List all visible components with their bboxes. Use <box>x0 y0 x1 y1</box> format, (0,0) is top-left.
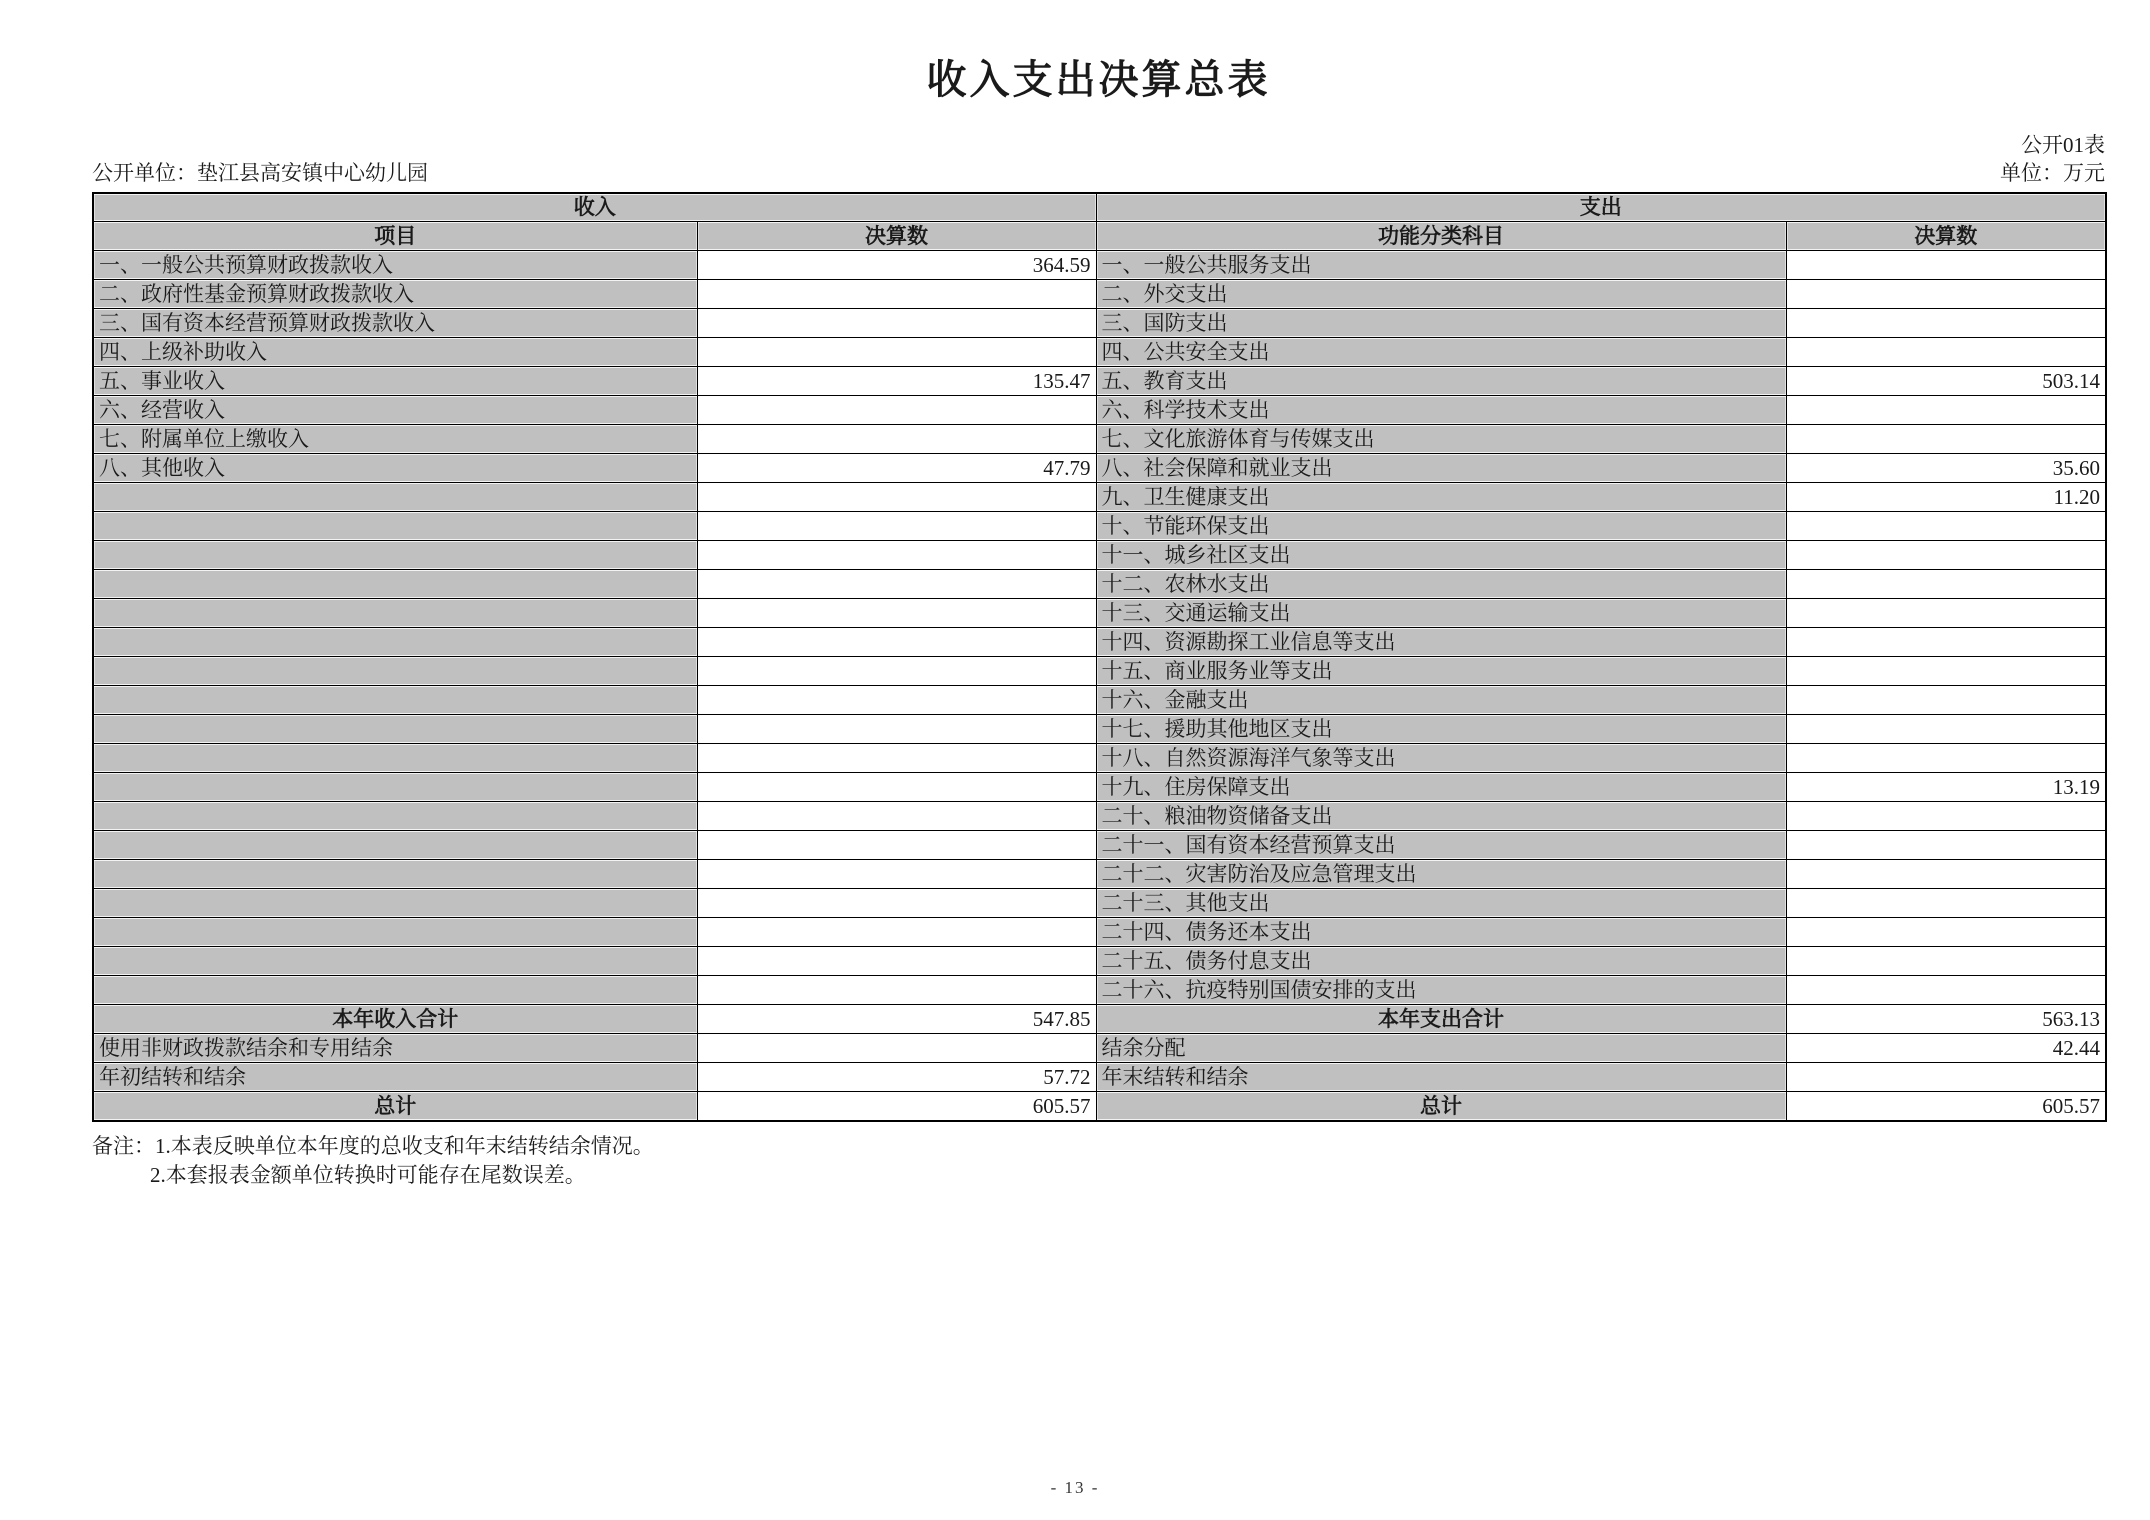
expense-value-cell <box>1786 251 2106 280</box>
expense-value-cell <box>1786 570 2106 599</box>
expense-item-cell: 八、社会保障和就业支出 <box>1096 454 1786 483</box>
expense-item-cell: 二十、粮油物资储备支出 <box>1096 802 1786 831</box>
income-item-cell <box>93 976 697 1005</box>
income-item-cell: 使用非财政拨款结余和专用结余 <box>93 1034 697 1063</box>
expense-item-cell: 十七、援助其他地区支出 <box>1096 715 1786 744</box>
expense-item-cell: 六、科学技术支出 <box>1096 396 1786 425</box>
income-item-cell: 五、事业收入 <box>93 367 697 396</box>
income-value-cell <box>697 570 1096 599</box>
note-line-2: 2.本套报表金额单位转换时可能存在尾数误差。 <box>150 1162 586 1187</box>
expense-item-cell: 四、公共安全支出 <box>1096 338 1786 367</box>
income-value-cell <box>697 628 1096 657</box>
income-item-cell <box>93 541 697 570</box>
table-row <box>93 1063 2106 1092</box>
income-value-cell <box>697 715 1096 744</box>
table-row <box>93 628 2106 657</box>
table-row <box>93 744 2106 773</box>
table-row <box>93 251 2106 280</box>
expense-item-cell: 十四、资源勘探工业信息等支出 <box>1096 628 1786 657</box>
income-value-cell <box>697 541 1096 570</box>
table-row <box>93 918 2106 947</box>
table-row <box>93 947 2106 976</box>
table-row <box>93 425 2106 454</box>
table-row <box>93 976 2106 1005</box>
expense-item-cell: 二、外交支出 <box>1096 280 1786 309</box>
expense-item-cell: 三、国防支出 <box>1096 309 1786 338</box>
page-title: 收入支出决算总表 <box>926 57 1271 102</box>
expense-item-cell: 二十四、债务还本支出 <box>1096 918 1786 947</box>
income-value-cell <box>697 338 1096 367</box>
expense-value-cell <box>1786 831 2106 860</box>
expense-value-col-header: 决算数 <box>1786 222 2106 251</box>
expense-value-cell <box>1786 338 2106 367</box>
income-value-cell: 135.47 <box>697 367 1096 396</box>
expense-item-cell: 十五、商业服务业等支出 <box>1096 657 1786 686</box>
expense-item-cell: 二十五、债务付息支出 <box>1096 947 1786 976</box>
income-value-cell <box>697 918 1096 947</box>
income-item-cell <box>93 802 697 831</box>
income-item-cell: 四、上级补助收入 <box>93 338 697 367</box>
expense-item-col-header: 功能分类科目 <box>1096 222 1786 251</box>
table-row <box>93 1092 2106 1121</box>
expense-value-cell <box>1786 802 2106 831</box>
expense-value-cell: 563.13 <box>1786 1005 2106 1034</box>
expense-value-cell: 13.19 <box>1786 773 2106 802</box>
expense-value-cell: 503.14 <box>1786 367 2106 396</box>
table-code: 公开01表 <box>2021 133 2105 157</box>
table-row <box>93 657 2106 686</box>
table-row <box>93 715 2106 744</box>
budget-table <box>92 192 2107 1122</box>
income-item-cell <box>93 715 697 744</box>
income-value-cell <box>697 773 1096 802</box>
expense-item-cell: 一、一般公共服务支出 <box>1096 251 1786 280</box>
unit-label: 单位：万元 <box>2000 161 2105 186</box>
table-body <box>93 251 2106 1121</box>
expense-value-cell <box>1786 425 2106 454</box>
income-value-cell: 364.59 <box>697 251 1096 280</box>
meta-row <box>92 160 2105 186</box>
expense-item-cell: 二十三、其他支出 <box>1096 889 1786 918</box>
expense-value-cell: 42.44 <box>1786 1034 2106 1063</box>
expense-value-cell <box>1786 280 2106 309</box>
income-section-header: 收入 <box>93 193 1096 222</box>
table-row <box>93 367 2106 396</box>
expense-value-cell <box>1786 512 2106 541</box>
income-item-cell: 二、政府性基金预算财政拨款收入 <box>93 280 697 309</box>
expense-value-cell <box>1786 396 2106 425</box>
expense-item-cell: 五、教育支出 <box>1096 367 1786 396</box>
expense-value-cell: 11.20 <box>1786 483 2106 512</box>
expense-section-header: 支出 <box>1096 193 2106 222</box>
income-value-cell: 547.85 <box>697 1005 1096 1034</box>
expense-value-cell <box>1786 599 2106 628</box>
org-label: 公开单位：垫江县高安镇中心幼儿园 <box>92 161 428 186</box>
note-line-1: 备注：1.本表反映单位本年度的总收支和年末结转结余情况。 <box>92 1133 654 1158</box>
table-row <box>93 860 2106 889</box>
expense-value-cell: 605.57 <box>1786 1092 2106 1121</box>
income-value-cell <box>697 1034 1096 1063</box>
expense-item-cell: 二十六、抗疫特别国债安排的支出 <box>1096 976 1786 1005</box>
expense-value-cell <box>1786 1063 2106 1092</box>
table-row <box>93 541 2106 570</box>
expense-value-cell <box>1786 976 2106 1005</box>
income-item-cell: 本年收入合计 <box>93 1005 697 1034</box>
income-item-cell <box>93 657 697 686</box>
income-value-cell <box>697 976 1096 1005</box>
table-row <box>93 512 2106 541</box>
income-item-cell: 总计 <box>93 1092 697 1121</box>
table-row <box>93 599 2106 628</box>
income-item-cell <box>93 744 697 773</box>
column-header-row <box>93 222 2106 251</box>
income-value-cell <box>697 512 1096 541</box>
income-item-cell <box>93 831 697 860</box>
income-item-cell <box>93 947 697 976</box>
expense-item-cell: 年末结转和结余 <box>1096 1063 1786 1092</box>
income-item-cell <box>93 483 697 512</box>
page-number: - 13 - <box>1050 1478 1100 1497</box>
table-row <box>93 396 2106 425</box>
table-row <box>93 1005 2106 1034</box>
expense-item-cell: 结余分配 <box>1096 1034 1786 1063</box>
expense-value-cell <box>1786 744 2106 773</box>
expense-value-cell <box>1786 628 2106 657</box>
page-content <box>92 0 2105 1190</box>
expense-value-cell <box>1786 860 2106 889</box>
expense-item-cell: 十三、交通运输支出 <box>1096 599 1786 628</box>
table-row <box>93 831 2106 860</box>
income-item-cell: 三、国有资本经营预算财政拨款收入 <box>93 309 697 338</box>
section-header-row <box>93 193 2106 222</box>
income-value-cell <box>697 657 1096 686</box>
table-row <box>93 1034 2106 1063</box>
income-value-cell <box>697 831 1096 860</box>
income-item-cell: 年初结转和结余 <box>93 1063 697 1092</box>
expense-value-cell <box>1786 918 2106 947</box>
income-item-cell: 一、一般公共预算财政拨款收入 <box>93 251 697 280</box>
expense-item-cell: 九、卫生健康支出 <box>1096 483 1786 512</box>
income-item-cell <box>93 599 697 628</box>
income-value-cell: 605.57 <box>697 1092 1096 1121</box>
expense-item-cell: 十、节能环保支出 <box>1096 512 1786 541</box>
table-row <box>93 889 2106 918</box>
income-item-cell: 八、其他收入 <box>93 454 697 483</box>
income-value-cell <box>697 889 1096 918</box>
income-value-cell <box>697 947 1096 976</box>
expense-value-cell <box>1786 889 2106 918</box>
expense-value-cell: 35.60 <box>1786 454 2106 483</box>
expense-item-cell: 二十二、灾害防治及应急管理支出 <box>1096 860 1786 889</box>
income-value-cell <box>697 483 1096 512</box>
income-item-cell <box>93 628 697 657</box>
expense-item-cell: 十九、住房保障支出 <box>1096 773 1786 802</box>
expense-item-cell: 总计 <box>1096 1092 1786 1121</box>
expense-value-cell <box>1786 309 2106 338</box>
expense-item-cell: 二十一、国有资本经营预算支出 <box>1096 831 1786 860</box>
expense-item-cell: 十八、自然资源海洋气象等支出 <box>1096 744 1786 773</box>
notes-block <box>92 1132 2105 1191</box>
expense-value-cell <box>1786 947 2106 976</box>
income-value-cell <box>697 686 1096 715</box>
expense-item-cell: 十二、农林水支出 <box>1096 570 1786 599</box>
income-value-cell <box>697 309 1096 338</box>
income-value-cell <box>697 396 1096 425</box>
expense-value-cell <box>1786 715 2106 744</box>
table-row <box>93 802 2106 831</box>
table-row <box>93 338 2106 367</box>
table-row <box>93 570 2106 599</box>
table-row <box>93 454 2106 483</box>
income-value-cell: 57.72 <box>697 1063 1096 1092</box>
table-row <box>93 309 2106 338</box>
expense-value-cell <box>1786 686 2106 715</box>
income-item-cell <box>93 918 697 947</box>
income-value-col-header: 决算数 <box>697 222 1096 251</box>
income-value-cell: 47.79 <box>697 454 1096 483</box>
income-item-col-header: 项目 <box>93 222 697 251</box>
income-value-cell <box>697 280 1096 309</box>
expense-item-cell: 十六、金融支出 <box>1096 686 1786 715</box>
table-row <box>93 773 2106 802</box>
income-value-cell <box>697 860 1096 889</box>
expense-item-cell: 十一、城乡社区支出 <box>1096 541 1786 570</box>
income-value-cell <box>697 802 1096 831</box>
income-item-cell <box>93 889 697 918</box>
income-item-cell: 七、附属单位上缴收入 <box>93 425 697 454</box>
expense-item-cell: 七、文化旅游体育与传媒支出 <box>1096 425 1786 454</box>
income-item-cell <box>93 860 697 889</box>
table-row <box>93 686 2106 715</box>
income-item-cell <box>93 570 697 599</box>
expense-value-cell <box>1786 657 2106 686</box>
income-value-cell <box>697 744 1096 773</box>
expense-value-cell <box>1786 541 2106 570</box>
table-row <box>93 280 2106 309</box>
income-item-cell <box>93 773 697 802</box>
table-row <box>93 483 2106 512</box>
expense-item-cell: 本年支出合计 <box>1096 1005 1786 1034</box>
income-value-cell <box>697 599 1096 628</box>
income-item-cell <box>93 686 697 715</box>
income-item-cell <box>93 512 697 541</box>
income-value-cell <box>697 425 1096 454</box>
income-item-cell: 六、经营收入 <box>93 396 697 425</box>
